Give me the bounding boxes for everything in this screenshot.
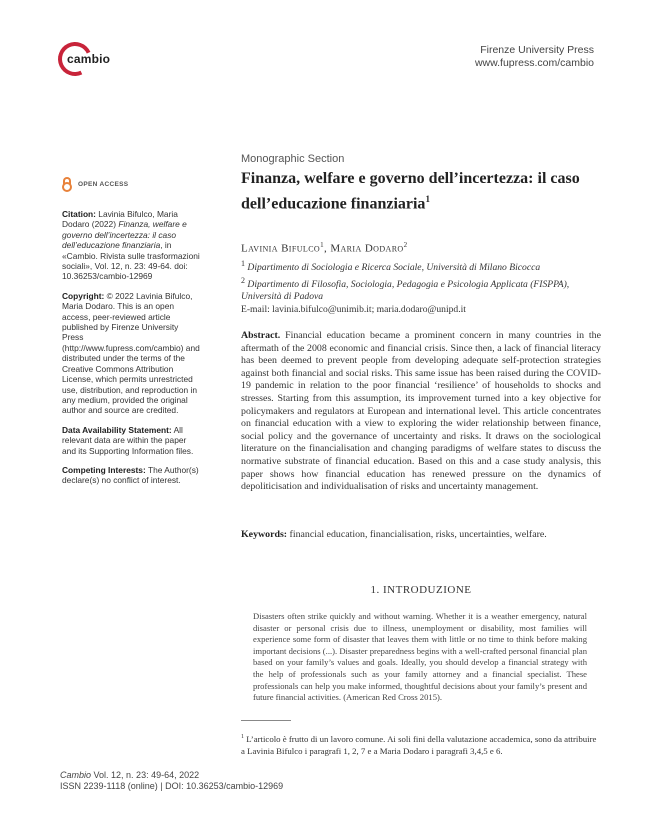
keywords-label: Keywords:: [241, 529, 288, 540]
citation-label: Citation:: [62, 209, 96, 219]
competing-interests-text: The Author(s) declare(s) no conflict of interest.: [62, 464, 199, 486]
affiliation-1-sup: 1: [241, 259, 245, 268]
keywords-text: financial education, financialisation, risks, uncertainties, welfare.: [289, 529, 547, 540]
epigraph-quote: Disasters often strike quickly and without warning. Whether it is a weather emergency, natural disaster or personal crisis due to illness, unemployment or disability, most families will experience some form of disaster that leaves them with little or no time to think before making important decisions (...). Disaster preparedness begins with a well-crafted personal financial plan based on your family’s values and goals. Ideally, you should develop a financial strategy with the help of professionals such as your family attorney and a financial specialist. These professionals can help you make informed, thoughtful decisions about your family’s present and future financial activities. (American Red Cross 2015).: [253, 611, 587, 703]
open-access-label: OPEN ACCESS: [78, 180, 129, 188]
cambio-logo: [52, 42, 110, 82]
author-2: Maria Dodaro: [330, 242, 404, 255]
affiliation-1: [241, 258, 601, 275]
article-title-text: Finanza, welfare e governo dell’incertezza: il caso dell’educazione finanziaria: [241, 170, 580, 213]
data-availability: [62, 425, 200, 456]
abstract: [241, 330, 601, 494]
publisher-name: Firenze University Press: [480, 44, 594, 56]
keywords: [241, 529, 601, 540]
footer-journal-line: [60, 770, 283, 781]
affiliations: [241, 258, 601, 316]
open-access-lock-icon: [62, 177, 72, 191]
copyright-label: Copyright:: [62, 290, 105, 301]
sidebar-metadata: [62, 209, 200, 495]
section-heading-introduzione: 1. INTRODUZIONE: [370, 584, 472, 596]
competing-interests: [62, 465, 200, 486]
author-1-sup: 1: [320, 241, 325, 249]
footnote-divider: [241, 720, 291, 721]
footer-volume: Vol. 12, n. 23: 49-64, 2022: [93, 770, 200, 780]
abstract-text: Financial education became a prominent concern in many countries in the aftermath of the 2008 economic and financial crisis. Since then, a lack of financial literacy has been deemed to prevent people from developing adequate self-protection strategies against both financial and social risks. This same issue has been raised during the COVID-19 pandemic in relation to the poor financial ‘resilience’ of households to shocks and stresses. Starting from this assumption, its improvement turned into a key objective for policymakers and regulators at European and international level. This article concentrates on financial education with a view to exploring the wider relationship between finance, social policy and the governance of uncertainty and risks. It draws on the sociological literature on the financialisation and changing paradigms of welfare states to discuss the normative substrate of financial education. Based on this and a case study analysis, this paper shows how financial education has renewed pressure on the dynamics of depoliticisation and individualisation of risks and uncertainty management.: [241, 330, 601, 493]
footnote-number: 1: [241, 734, 244, 740]
abstract-label: Abstract.: [241, 330, 281, 341]
data-availability-text: All relevant data are within the paper and its Supporting Information files.: [62, 424, 194, 456]
copyright: [62, 291, 200, 416]
author-2-sup: 2: [403, 241, 408, 249]
author-emails[interactable]: E-mail: lavinia.bifulco@unimib.it; maria.dodaro@unipd.it: [241, 303, 466, 315]
data-availability-label: Data Availability Statement:: [62, 424, 172, 435]
citation: [62, 209, 200, 282]
logo-text: cambio: [67, 52, 111, 66]
citation-title: Finanza, welfare e governo dell’incertezza: il caso dell’educazione finanziaria: [62, 219, 187, 251]
page-footer: [60, 770, 283, 793]
open-access-badge: [62, 175, 128, 193]
citation-source: , in «Cambio. Rivista sulle trasformazioni sociali», Vol. 12, n. 23: 49-64. doi: 10.36253/cambio-12969: [62, 240, 200, 282]
article-title: [241, 168, 601, 214]
copyright-text: © 2022 Lavinia Bifulco, Maria Dodaro. This is an open access, peer-reviewed article published by Firenze University Press (http://www.fupress.com/cambio) and distributed under the terms of the Creative Commons Attribution License, which permits unrestricted use, distribution, and reproduction in any medium, provided the original author and source are credited.: [62, 290, 200, 416]
affiliation-2-text: Dipartimento di Filosofia, Sociologia, Pedagogia e Psicologia Applicata (FISPPA), Università di Padova: [241, 278, 570, 303]
footer-journal: Cambio: [60, 770, 92, 780]
affiliation-2: [241, 275, 601, 304]
citation-authors: Lavinia Bifulco, Maria Dodaro (2022): [62, 209, 178, 230]
competing-interests-label: Competing Interests:: [62, 464, 146, 475]
publisher-url[interactable]: www.fupress.com/cambio: [474, 57, 594, 69]
footnote-text: L’articolo è frutto di un lavoro comune. Ai soli fini della valutazione accademica, sono da attribuire a Lavinia Bifulco i paragrafi 1, 2, 7 e a Maria Dodaro i paragrafi 3,4,5 e 6.: [241, 733, 597, 756]
footer-issn: ISSN 2239-1118 (online) | DOI: 10.36253/cambio-12969: [60, 781, 284, 792]
section-label: Monographic Section: [241, 153, 345, 165]
footnote: [241, 731, 601, 757]
affiliation-2-sup: 2: [241, 275, 245, 285]
publisher-info: [475, 44, 594, 70]
authors: Lavinia Bifulco$^1$, Maria Dodaro$^2$: [241, 241, 408, 255]
affiliation-1-text: Dipartimento di Sociologia e Ricerca Sociale, Università di Milano Bicocca: [247, 262, 541, 274]
author-1: Lavinia Bifulco: [241, 242, 321, 255]
title-footnote-mark[interactable]: 1: [425, 194, 430, 204]
